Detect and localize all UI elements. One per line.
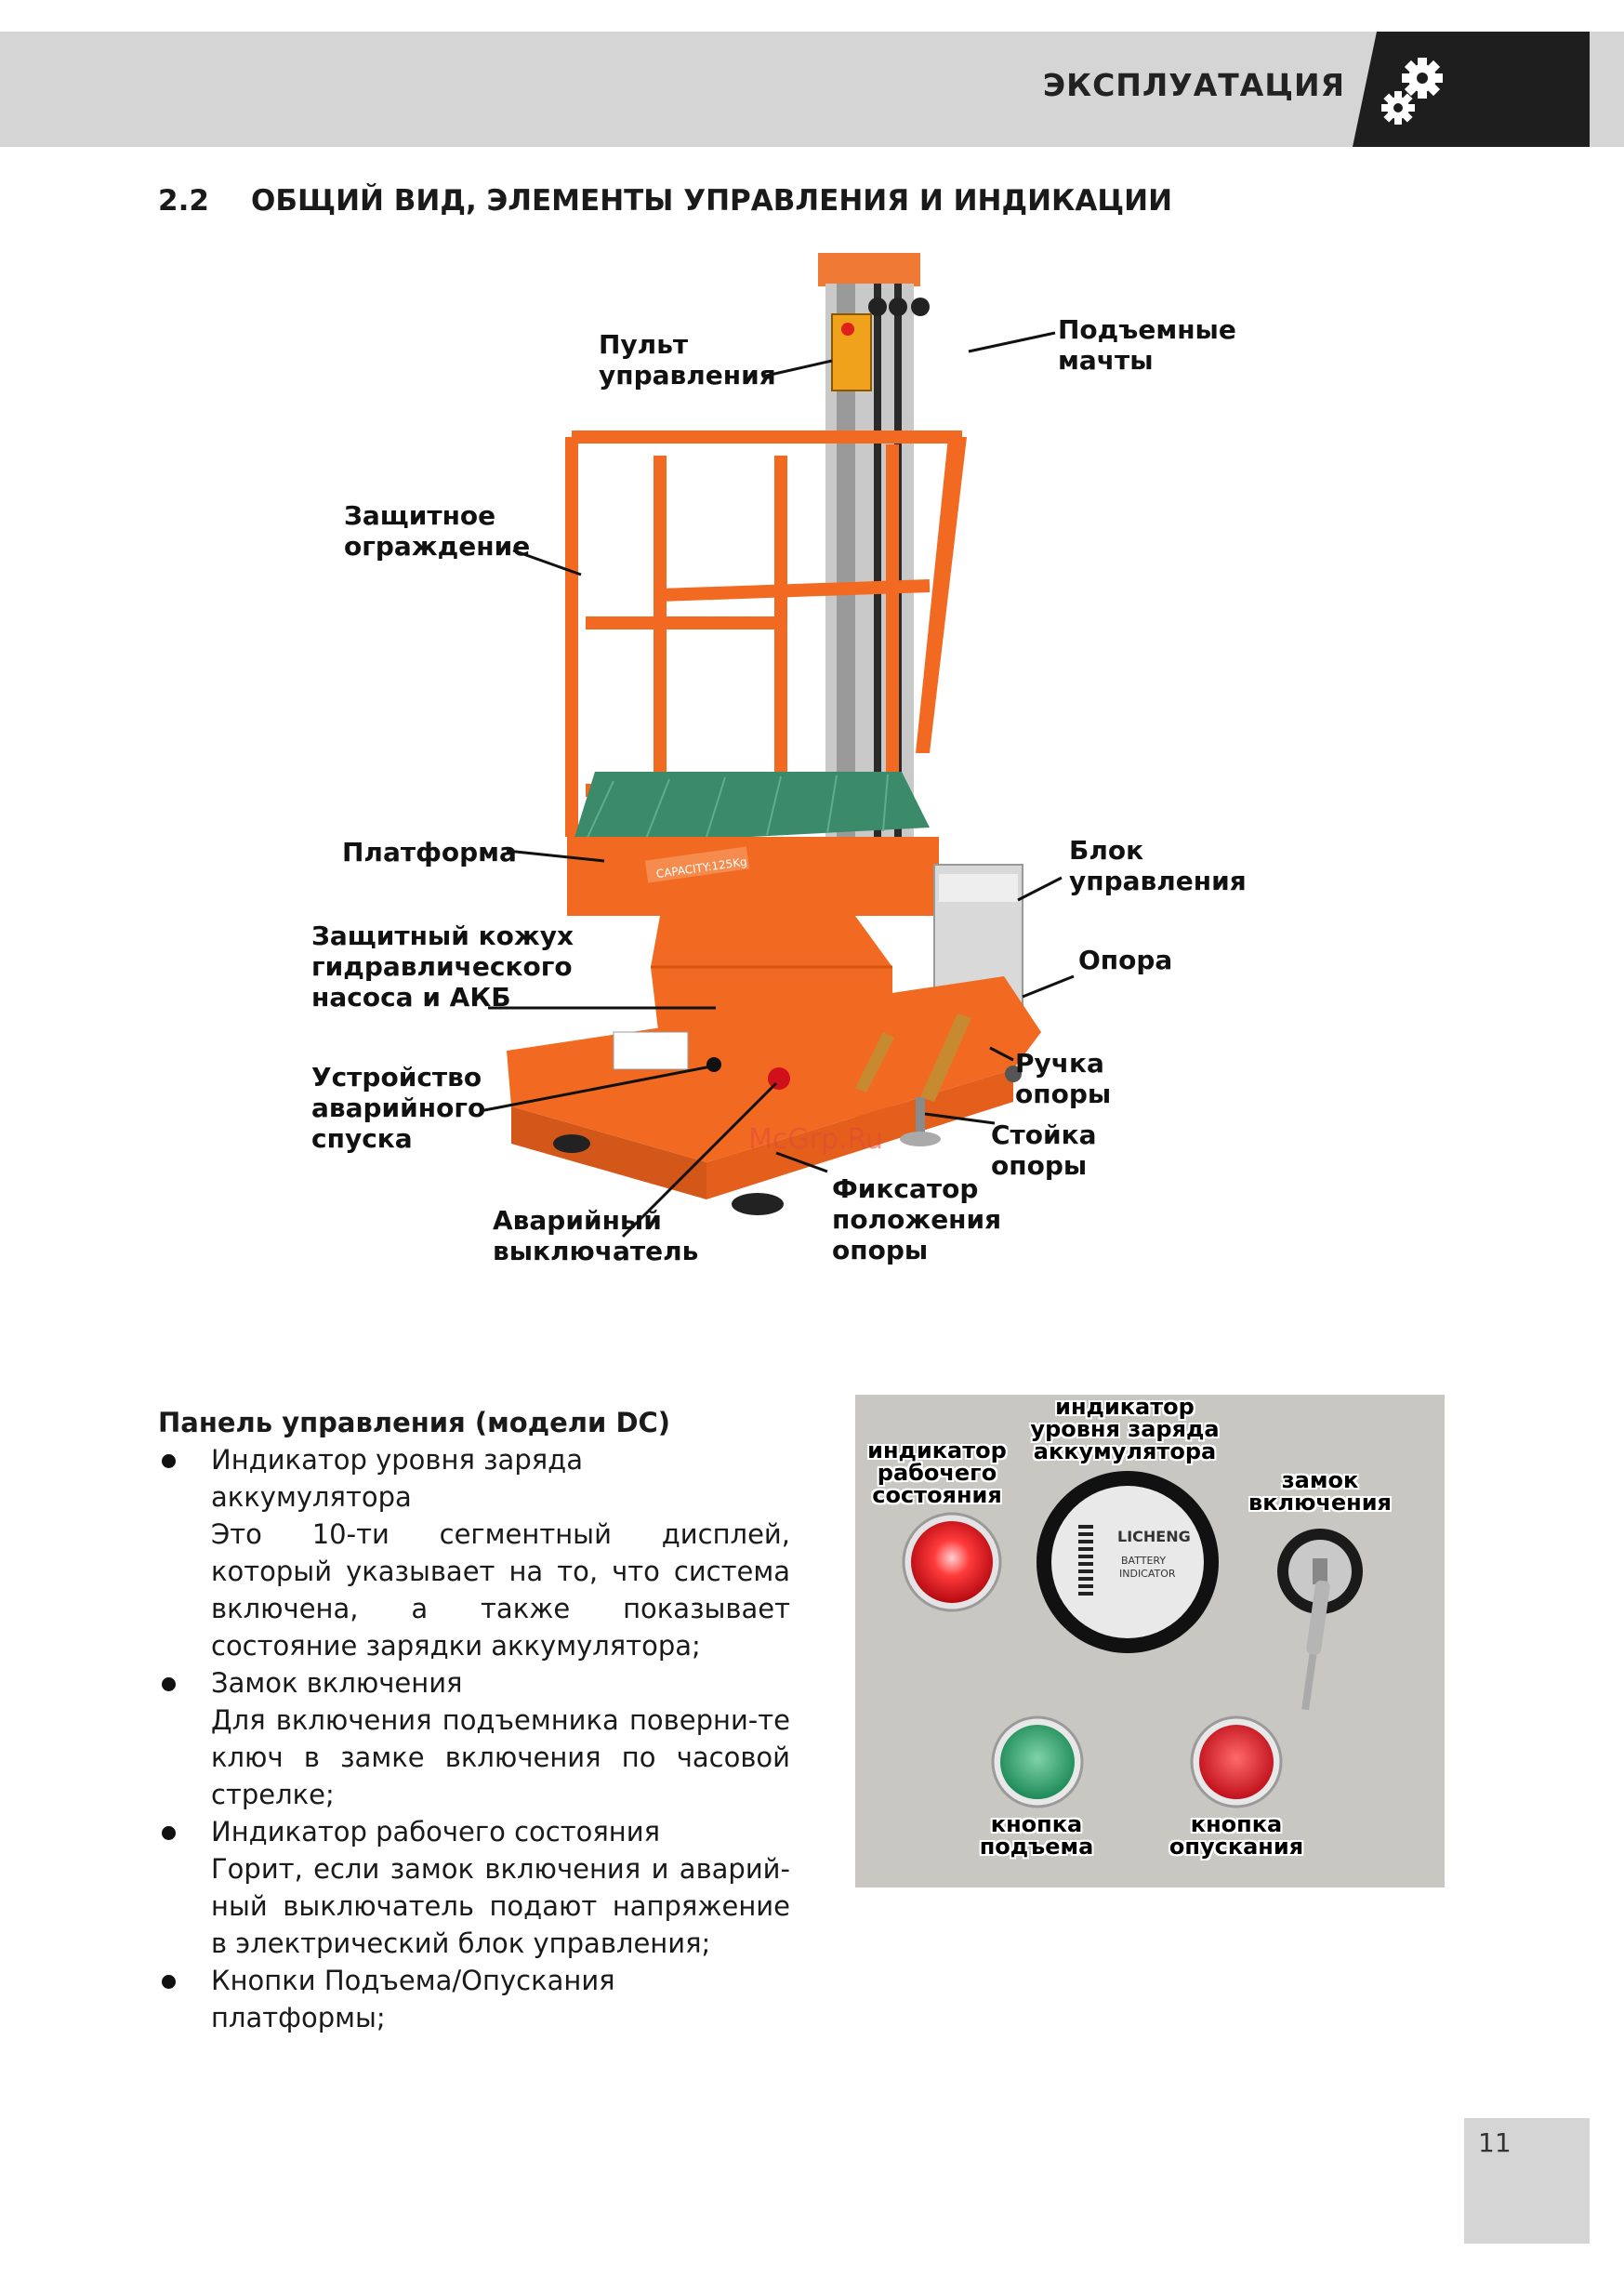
watermark: McGrp.Ru — [748, 1123, 884, 1156]
bullet-dot — [162, 1826, 176, 1840]
list-item-desc: Горит, если замок включения и аварий-ный выключатель подают напряжение в электрический блок управления; — [211, 1853, 790, 1959]
label-emergency-switch: Аварийный выключатель — [493, 1205, 699, 1266]
label-outrigger-lock: Фиксатор положения опоры — [832, 1173, 1002, 1265]
gauge-text-indicator: INDICATOR — [1119, 1568, 1176, 1580]
section-title — [158, 184, 1172, 218]
list-item — [158, 1664, 790, 1813]
list-item-title: Замок включения — [211, 1667, 463, 1699]
panel-label-up-button: кнопка подъема — [979, 1811, 1094, 1860]
label-masts: Подъемные мачты — [1058, 314, 1236, 376]
label-outrigger: Опора — [1078, 945, 1173, 975]
panel-label-work-indicator: индикатор рабочего состояния — [867, 1437, 1007, 1508]
label-outrigger-handle: Ручка опоры — [1015, 1048, 1112, 1109]
page-number: 11 — [1478, 2127, 1512, 2158]
gauge-text-battery: BATTERY — [1121, 1555, 1167, 1567]
label-platform: Платформа — [342, 837, 517, 867]
list-item-desc: Это 10-ти сегментный дисплей, который указывает на то, что система включена, а также показывает состояние зарядки аккумулятора; — [211, 1518, 790, 1662]
list-item-title: Индикатор рабочего состояния — [211, 1816, 661, 1848]
bullet-dot — [162, 1975, 176, 1989]
panel-label-ignition-lock: замок включения — [1248, 1467, 1392, 1516]
label-pump-cover: Защитный кожух гидравлического насоса и АКБ — [311, 920, 574, 1013]
gears-icon — [1372, 50, 1456, 134]
list-item-title: Кнопки Подъема/Опускания платформы; — [211, 1965, 615, 2033]
list-item-desc: Для включения подъемника поверни-те ключ в замке включения по часовой стрелке; — [211, 1704, 790, 1810]
control-panel-description — [158, 1404, 790, 2036]
list-item — [158, 1441, 790, 1664]
list-item — [158, 1813, 790, 1962]
bullet-dot — [162, 1454, 176, 1468]
panel-label-battery-indicator: индикатор уровня заряда аккумулятора — [1030, 1394, 1220, 1464]
label-control-unit: Блок управления — [1069, 835, 1247, 896]
control-panel-heading: Панель управления (модели DC) — [158, 1407, 671, 1438]
section-title-text: ОБЩИЙ ВИД, ЭЛЕМЕНТЫ УПРАВЛЕНИЯ И ИНДИКАЦИИ — [251, 184, 1173, 218]
list-item — [158, 1962, 790, 2036]
section-number: 2.2 — [158, 184, 209, 218]
gauge-brand: LICHENG — [1117, 1528, 1191, 1545]
bullet-dot — [162, 1677, 176, 1691]
panel-label-down-button: кнопка опускания — [1168, 1811, 1304, 1860]
label-emergency-descent: Устройство аварийного спуска — [311, 1062, 486, 1154]
list-item-title: Индикатор уровня заряда аккумулятора — [211, 1444, 583, 1513]
label-guard-rail: Защитное ограждение — [344, 500, 531, 562]
label-control-remote: Пульт управления — [599, 329, 776, 391]
label-outrigger-leg: Стойка опоры — [991, 1119, 1097, 1181]
header-section-name: ЭКСПЛУАТАЦИЯ — [1042, 67, 1345, 103]
capacity-sticker: CAPACITY:125Kg — [655, 854, 748, 881]
